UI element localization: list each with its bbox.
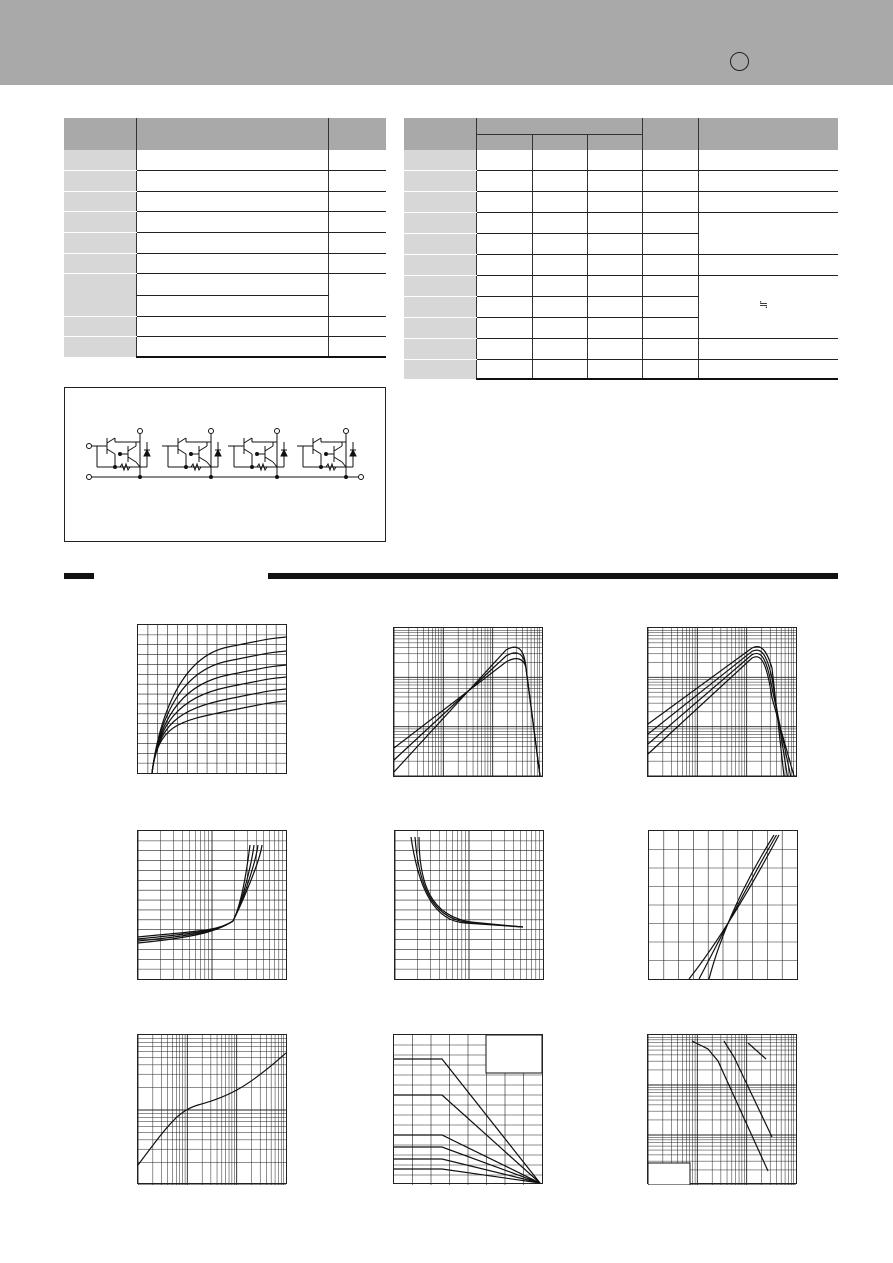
ratings-row-label (64, 211, 136, 232)
ratings-header-symbol (64, 118, 136, 150)
ratings-row-label (64, 191, 136, 211)
legend-box (648, 1163, 690, 1185)
graph-8 (393, 1034, 543, 1184)
graph-5 (394, 830, 544, 980)
curve (138, 1053, 286, 1165)
curve (394, 1169, 540, 1183)
graph-2 (393, 627, 543, 777)
ratings-header-item (136, 118, 328, 150)
char-header-max (587, 134, 642, 150)
ratings-row-label (64, 336, 136, 357)
curve (748, 1043, 766, 1059)
graph-3 (647, 627, 797, 777)
char-header-typ (532, 134, 587, 150)
curve (138, 845, 250, 943)
graph-1 (137, 624, 287, 774)
ratings-row-label (64, 316, 136, 336)
section-heading-bar (64, 573, 94, 579)
circle-mark-icon (730, 52, 749, 71)
char-header-symbol (404, 118, 476, 150)
ratings-row-label (64, 253, 136, 273)
page-header-banner (0, 0, 893, 85)
characteristics-table (404, 118, 838, 380)
ratings-row-label (64, 232, 136, 253)
char-header-unit (642, 118, 698, 150)
ratings-row-label (64, 170, 136, 191)
section-heading-rule (268, 573, 838, 579)
ratings-row-label (64, 150, 136, 170)
curve (152, 689, 286, 773)
char-header-conditions (698, 118, 838, 150)
graph-4 (137, 830, 287, 980)
graph-9 (647, 1034, 797, 1184)
ratings-row-label (64, 273, 136, 316)
curve (689, 835, 779, 979)
curve (152, 665, 286, 773)
char-header-ratings (476, 118, 642, 134)
curve (648, 647, 784, 776)
ratings-table (64, 118, 386, 358)
ratings-header-rating (328, 118, 386, 150)
legend-box (486, 1035, 542, 1073)
curve (394, 1095, 540, 1183)
graph-7 (137, 1034, 287, 1184)
circuit-diagram (65, 388, 385, 541)
curve (138, 845, 258, 939)
curve (692, 1041, 768, 1171)
approx-symbol: ≒ (759, 299, 769, 311)
char-header-min (476, 134, 532, 150)
curve (138, 845, 254, 941)
equivalent-circuit-box (64, 387, 386, 542)
graph-6 (648, 830, 798, 980)
curve (394, 1059, 540, 1183)
